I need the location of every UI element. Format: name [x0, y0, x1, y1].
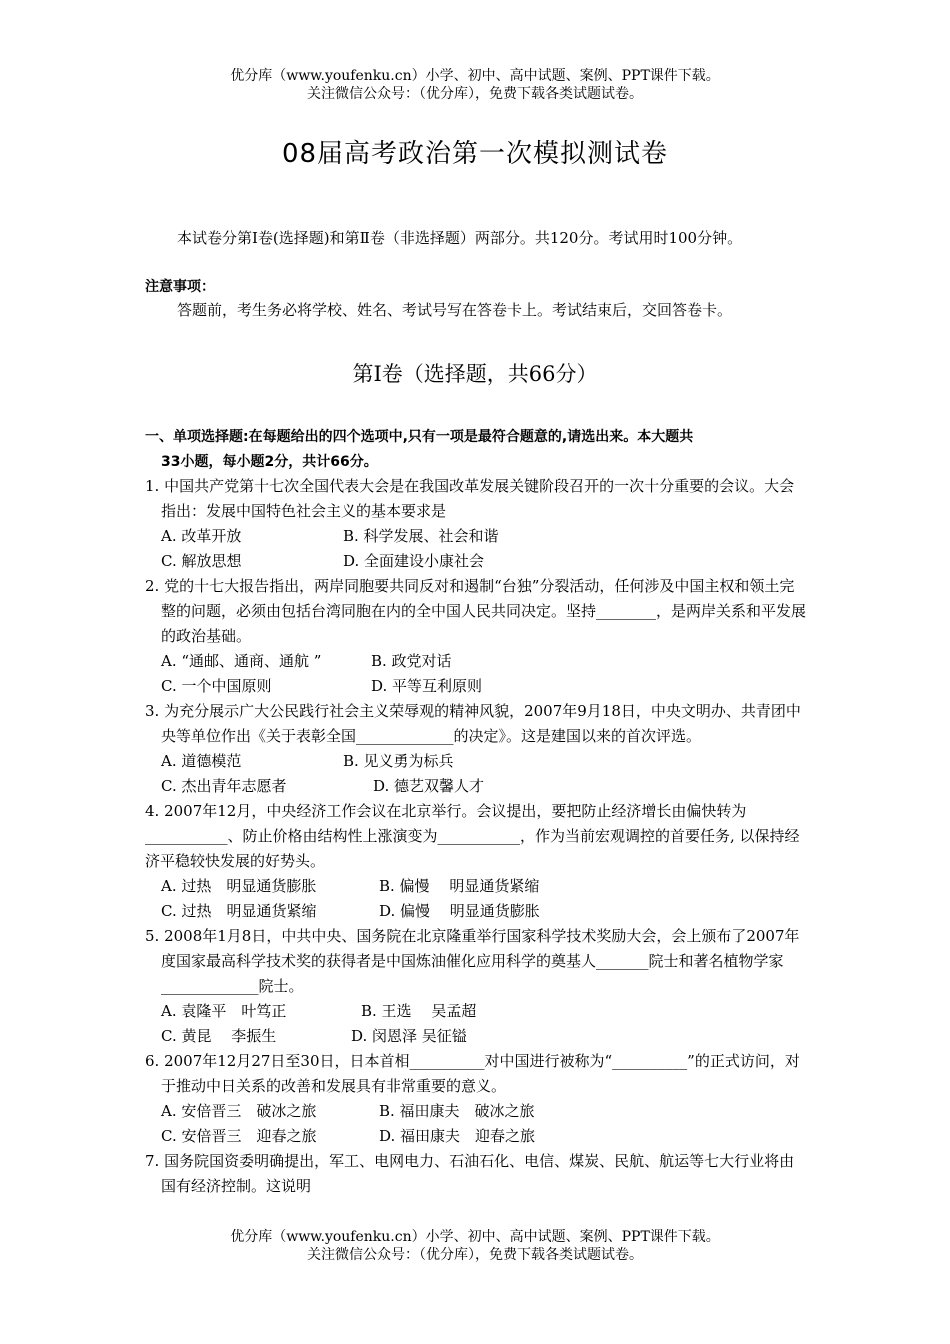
question-5	[145, 924, 807, 1049]
section-title: 第Ⅰ卷（选择题，共66分）	[352, 362, 598, 386]
option-b: B. 见义勇为标兵	[343, 752, 454, 770]
option-d: D. 福田康夫 迎春之旅	[379, 1127, 536, 1145]
footer-line-2: 关注微信公众号：（优分库），免费下载各类试题试卷。	[307, 1247, 643, 1263]
option-a: A. 袁隆平 叶笃正	[161, 1002, 287, 1020]
question-6	[145, 1049, 807, 1149]
page-title: 08届高考政治第一次模拟测试卷	[281, 139, 669, 169]
option-d: D. 德艺双馨人才	[373, 777, 485, 795]
header-line-1: 优分库（www.youfenku.cn）小学、初中、高中试题、案例、PPT课件下载。	[230, 68, 720, 84]
footer-line-1: 优分库（www.youfenku.cn）小学、初中、高中试题、案例、PPT课件下载。	[230, 1229, 720, 1245]
page-header	[0, 67, 950, 103]
question-4	[145, 799, 807, 924]
option-c: C. 解放思想	[161, 552, 242, 570]
option-b: B. 偏慢 明显通货紧缩	[379, 877, 540, 895]
option-d: D. 平等互利原则	[371, 677, 483, 695]
option-c: C. 安倍晋三 迎春之旅	[161, 1127, 317, 1145]
option-c: C. 一个中国原则	[161, 677, 272, 695]
question-stem: 1. 中国共产党第十七次全国代表大会是在我国改革发展关键阶段召开的一次十分重要的会议。大会指出：发展中国特色社会主义的基本要求是	[145, 477, 795, 520]
option-b: B. 王选 吴孟超	[361, 1002, 477, 1020]
instructions-heading: 一、单项选择题	[145, 429, 243, 445]
question-list	[145, 474, 807, 1199]
question-options	[145, 874, 807, 899]
question-3	[145, 699, 807, 799]
question-options	[145, 1099, 807, 1124]
question-stem: 4. 2007年12月，中央经济工作会议在北京举行。会议提出，要把防止经济增长由偏快转为___________、防止价格由结构性上涨演变为___________，作为当前宏观调控的首要任务, 以保持经济平稳较快发展的好势头。	[145, 802, 800, 870]
question-stem: 6. 2007年12月27日至30日，日本首相__________对中国进行被称为“__________”的正式访问，对于推动中日关系的改善和发展具有非常重要的意义。	[145, 1052, 800, 1095]
header-line-2: 关注微信公众号：（优分库），免费下载各类试题试卷。	[307, 86, 643, 102]
question-stem: 5. 2008年1月8日，中共中央、国务院在北京隆重举行国家科学技术奖励大会，会上颁布了2007年度国家最高科学技术奖的获得者是中国炼油催化应用科学的奠基人_______院士和著名植物学家_____________院士。	[145, 927, 800, 995]
option-c: C. 杰出青年志愿者	[161, 777, 287, 795]
question-stem: 3. 为充分展示广大公民践行社会主义荣辱观的精神风貌，2007年9月18日，中央文明办、共青团中央等单位作出《关于表彰全国_____________的决定》。这是建国以来的首次评选。	[145, 702, 801, 745]
option-a: A. 道德模范	[161, 752, 242, 770]
question-options	[145, 999, 807, 1024]
question-options	[145, 1124, 807, 1149]
question-options	[145, 549, 807, 574]
question-options	[145, 899, 807, 924]
question-2	[145, 574, 807, 699]
option-c: C. 过热 明显通货紧缩	[161, 902, 317, 920]
question-stem: 7. 国务院国资委明确提出，军工、电网电力、石油石化、电信、煤炭、民航、航运等七大行业将由国有经济控制。这说明	[145, 1152, 795, 1195]
option-d: D. 闵恩泽 吴征镒	[351, 1027, 467, 1045]
question-options	[145, 749, 807, 774]
option-c: C. 黄昆 李振生	[161, 1027, 277, 1045]
question-options	[145, 1024, 807, 1049]
instructions	[145, 425, 807, 475]
question-options	[145, 524, 807, 549]
question-options	[145, 774, 807, 799]
option-a: A. 改革开放	[161, 527, 242, 545]
option-a: A. 安倍晋三 破冰之旅	[161, 1102, 317, 1120]
option-b: B. 政党对话	[371, 652, 452, 670]
option-b: B. 科学发展、社会和谐	[343, 527, 499, 545]
question-options	[145, 649, 807, 674]
option-a: A. “通邮、通商、通航 ”	[161, 652, 322, 670]
page-footer	[0, 1228, 950, 1264]
question-7	[145, 1149, 807, 1199]
option-d: D. 偏慢 明显通货膨胀	[379, 902, 540, 920]
notice-heading: 注意事项：	[145, 279, 215, 295]
question-1	[145, 474, 807, 574]
notice-text: 答题前，考生务必将学校、姓名、考试号写在答卷卡上。考试结束后，交回答卷卡。	[177, 301, 733, 319]
instructions-text: :在每题给出的四个选项中,只有一项是最符合题意的,请选出来。本大题共	[243, 429, 694, 445]
option-b: B. 福田康夫 破冰之旅	[379, 1102, 535, 1120]
option-d: D. 全面建设小康社会	[343, 552, 485, 570]
question-options	[145, 674, 807, 699]
option-a: A. 过热 明显通货膨胀	[161, 877, 317, 895]
instructions-text-2: 33小题，每小题2分，共计66分。	[161, 454, 378, 470]
question-stem: 2. 党的十七大报告指出，两岸同胞要共同反对和遏制“台独”分裂活动，任何涉及中国主权和领土完整的问题，必须由包括台湾同胞在内的全中国人民共同决定。坚持________，是两岸关系和平发展的政治基础。	[145, 577, 807, 645]
intro-paragraph: 本试卷分第Ⅰ卷(选择题)和第Ⅱ卷（非选择题）两部分。共120分。考试用时100分钟。	[177, 229, 743, 247]
